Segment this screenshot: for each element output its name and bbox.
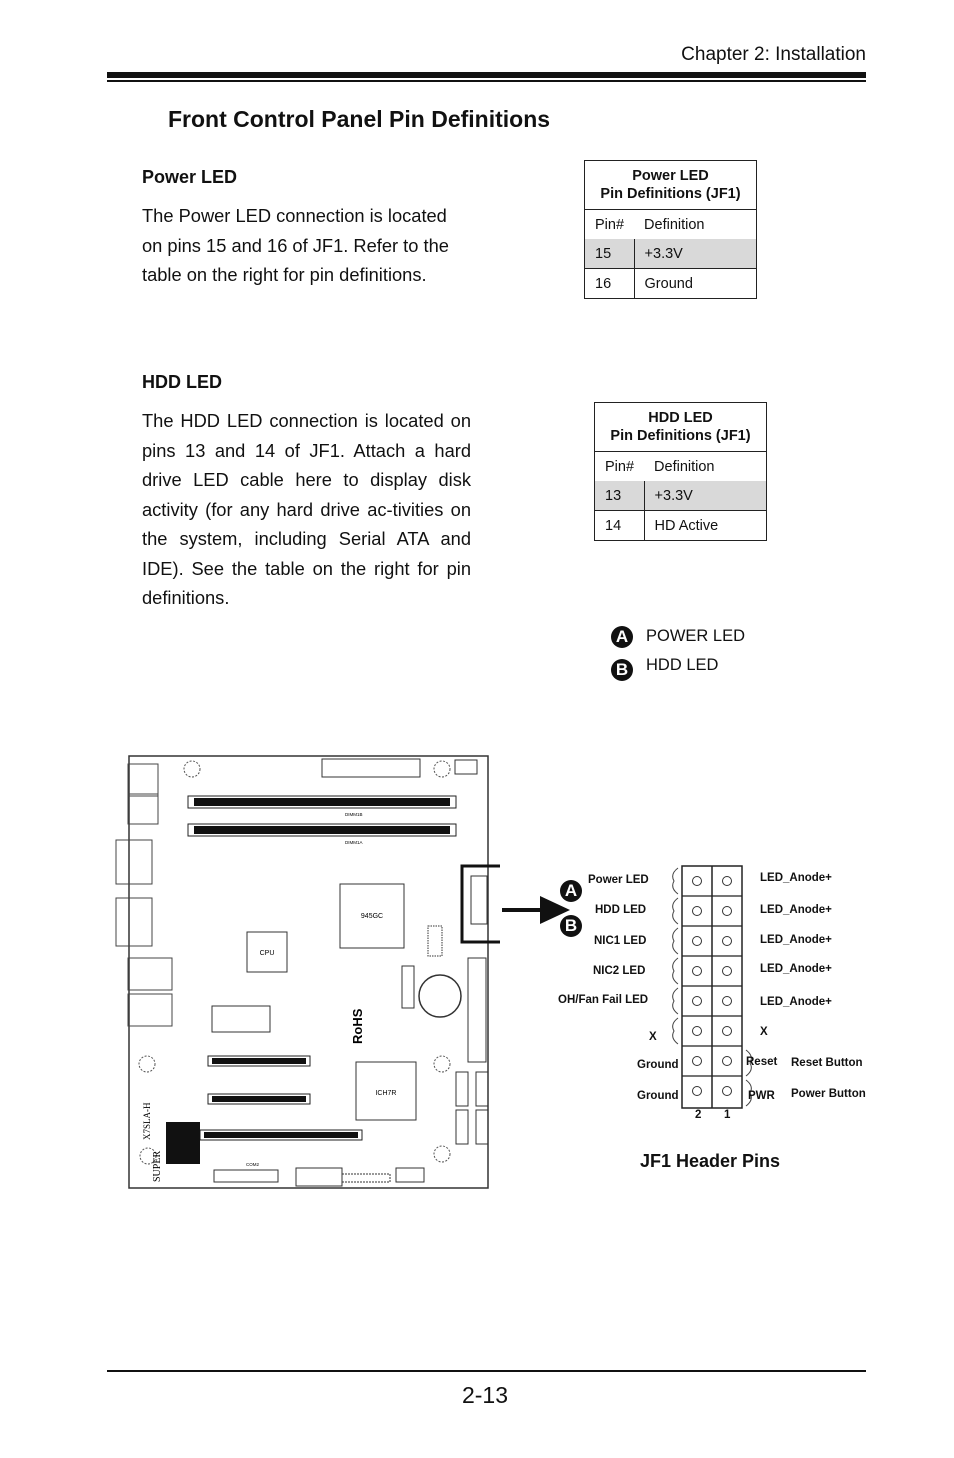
legend-hdd-led: HDD LED	[646, 656, 719, 674]
table-row	[585, 239, 757, 269]
jf1-label-pwr: PWR	[748, 1090, 775, 1102]
jf1-label-led-anode-5: LED_Anode+	[760, 996, 832, 1008]
jf1-label-led-anode-2: LED_Anode+	[760, 904, 832, 916]
jf1-label-reset-button: Reset Button	[791, 1057, 863, 1069]
header-rule	[107, 72, 866, 78]
jf1-label-x-left: X	[649, 1031, 657, 1043]
jf1-label-led-anode-3: LED_Anode+	[760, 934, 832, 946]
jf1-col-number-2: 2	[695, 1109, 702, 1121]
northbridge-label: 945GC	[360, 913, 384, 920]
chapter-header: Chapter 2: Installation	[681, 44, 866, 65]
hdd-led-table	[594, 402, 767, 541]
table-title-line1: Power LED	[632, 168, 709, 184]
cell-pin: 16	[585, 269, 635, 299]
table-row	[595, 511, 767, 541]
header-rule-thin	[107, 80, 866, 82]
jf1-label-power-button: Power Button	[791, 1088, 866, 1100]
page-number: 2-13	[461, 1382, 508, 1408]
cell-definition: HD Active	[644, 511, 766, 541]
cell-pin: 14	[595, 511, 645, 541]
legend-power-led: POWER LED	[646, 627, 746, 645]
jf1-label-reset: Reset	[746, 1056, 778, 1068]
col-header-definition: Definition	[634, 210, 756, 240]
model-label: X7SLA-H	[142, 1102, 152, 1140]
motherboard-diagram	[100, 750, 500, 1195]
power-led-heading: Power LED	[142, 167, 238, 187]
jf1-col-number-1: 1	[724, 1109, 731, 1121]
power-led-body: The Power LED connection is located on pins 15 and 16 of JF1. Refer to the table on the right for pin definitions.	[142, 205, 449, 285]
cpu-label: CPU	[259, 950, 275, 957]
dimm-a-label: DIMM1A	[345, 840, 363, 845]
dimm-b-label: DIMM1B	[345, 812, 363, 817]
brand-label: SUPER	[152, 1150, 163, 1182]
cell-pin: 13	[595, 481, 645, 511]
jf1-label-oh-fan-fail-led: OH/Fan Fail LED	[558, 994, 649, 1006]
cell-definition: +3.3V	[644, 481, 766, 511]
jf1-label-power-led: Power LED	[588, 874, 649, 886]
power-led-table	[584, 160, 757, 299]
jf1-label-nic1-led: NIC1 LED	[594, 935, 647, 947]
hdd-led-body: The HDD LED connection is located on pins 13 and 14 of JF1. Attach a hard drive LED cable here to display disk activity (for any hard drive ac-tivities on the system, including Serial ATA and IDE). See the table on the right for pin definitions.	[142, 410, 471, 608]
table-row	[585, 269, 757, 299]
jf1-label-led-anode-4: LED_Anode+	[760, 963, 832, 975]
col-header-definition: Definition	[644, 452, 766, 482]
hdd-led-heading: HDD LED	[142, 372, 222, 392]
jf1-label-ground-1: Ground	[637, 1059, 679, 1071]
cell-pin: 15	[585, 239, 635, 269]
jf1-label-x-right: X	[760, 1026, 768, 1038]
cell-definition: Ground	[634, 269, 756, 299]
southbridge-label: ICH7R	[375, 1090, 397, 1097]
page-title: Front Control Panel Pin Definitions	[168, 106, 551, 132]
com2-label: COM2	[246, 1162, 260, 1167]
badge-a-icon: A	[611, 626, 633, 648]
col-header-pin: Pin#	[585, 210, 635, 240]
jf1-label-hdd-led: HDD LED	[595, 904, 647, 916]
jf1-pin-header	[660, 864, 756, 1112]
jf1-label-nic2-led: NIC2 LED	[593, 965, 646, 977]
col-header-pin: Pin#	[595, 452, 645, 482]
callout-a-icon: A	[560, 880, 582, 902]
table-title-line1: HDD LED	[648, 410, 713, 426]
table-row	[595, 481, 767, 511]
callout-b-icon: B	[560, 915, 582, 937]
jf1-title: JF1 Header Pins	[640, 1151, 781, 1171]
table-title-line2: Pin Definitions (JF1)	[610, 428, 751, 444]
cell-definition: +3.3V	[634, 239, 756, 269]
rohs-label: RoHS	[350, 1008, 365, 1044]
table-title-line2: Pin Definitions (JF1)	[600, 186, 741, 202]
badge-b-icon: B	[611, 659, 633, 681]
jf1-label-led-anode-1: LED_Anode+	[760, 872, 832, 884]
footer-rule	[107, 1370, 866, 1372]
jf1-label-ground-2: Ground	[637, 1090, 679, 1102]
